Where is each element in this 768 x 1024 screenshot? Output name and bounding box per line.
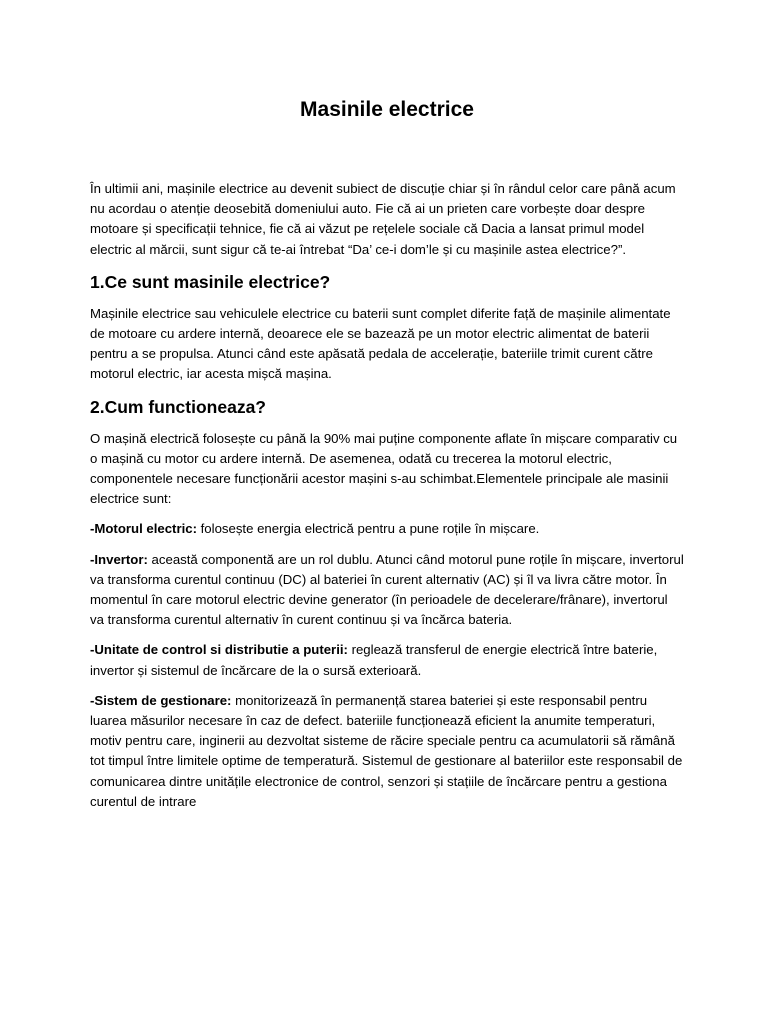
component-term: -Motorul electric: [90,521,197,537]
section-1-heading: 1.Ce sunt masinile electrice? [90,271,331,292]
component-description: monitorizează în permanență starea bateriei și este responsabil pentru luarea măsurilor necesare în caz de defect. bateriile funcționează eficient la anumite temperaturi, motiv pentru care, inginerii au dezvoltat sisteme de răcire speciale pentru ca acumulatorii să rămână tot timpul între limitele optime de temperatură. Sistemul de gestionare al bateriilor este responsabil de comunicarea dintre unitățile electronice de control, senzori și stațiile de încărcare pentru a gestiona curentul de intrare [90,692,683,809]
component-description: folosește energia electrică pentru a pune roțile în mișcare. [196,521,540,537]
component-item-control-unit [90,640,684,680]
component-description: reglează transferul de energie electrică între baterie, invertor și sistemul de încărcare de la o sursă exterioară. [90,642,658,678]
component-item-motor [90,519,684,539]
component-item-management-system [90,691,684,812]
component-term: -Invertor: [90,551,148,567]
section-2-paragraph: O mașină electrică folosește cu până la 90% mai puține componente aflate în mișcare comparativ cu o mașină cu motor cu ardere internă. De asemenea, odată cu trecerea la motorul electric, componentele necesare funcționării acestor mașini s-au schimbat.Elementele principale ale masinii electrice sunt: [90,430,678,507]
component-description: această componentă are un rol dublu. Atunci când motorul pune roțile în mișcare, invertorul va transforma curentul continuu (DC) al bateriei în curent alternativ (AC) și îl va livra către motor. În momentul în care motorul electric devine generator (în perioadele de decelerare/frânare), invertorul va transforma curentul alternativ în curent continuu și va încărca bateria. [90,551,684,628]
component-item-invertor [90,550,684,631]
intro-paragraph: În ultimii ani, mașinile electrice au devenit subiect de discuție chiar și în rândul celor care până acum nu acordau o atenție deosebită domeniului auto. Fie că ai un prieten care vorbește doar despre motoare și specificații tehnice, fie că ai văzut pe rețelele sociale că Dacia a lansat primul model electric al mărcii, sunt sigur că te-ai întrebat “Da’ ce-i dom’le și cu mașinile astea electrice?”. [90,181,676,257]
component-term: -Sistem de gestionare: [90,692,232,708]
component-term: -Unitate de control si distributie a puterii: [90,642,348,658]
section-1-paragraph: Mașinile electrice sau vehiculele electrice cu baterii sunt complet diferite față de mașinile alimentate de motoare cu ardere internă, deoarece ele se bazează pe un motor electric alimentat de baterii pentru a se propulsa. Atunci când este apăsată pedala de accelerație, bateriile trimit curent către motorul electric, iar acesta mișcă mașina. [90,305,671,382]
document-title: Masinile electrice [300,98,474,121]
section-2-heading: 2.Cum functioneaza? [90,396,266,417]
